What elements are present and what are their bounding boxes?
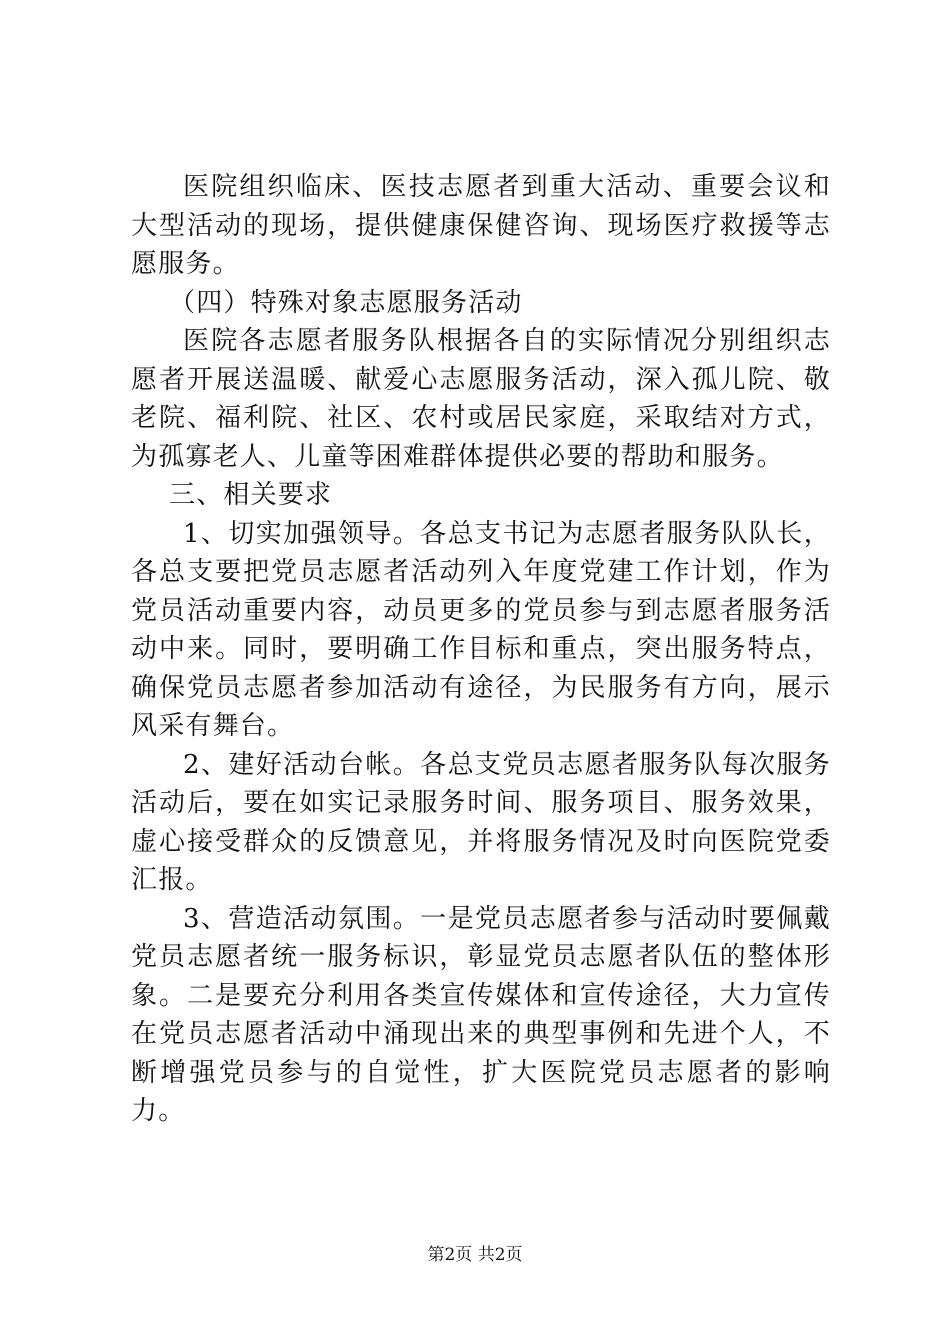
paragraph-requirement-records: 2、建好活动台帐。各总支党员志愿者服务队每次服务活动后，要在如实记录服务时间、服务项目、服务效果，虚心接受群众的反馈意见，并将服务情况及时向医院党委汇报。 <box>131 749 831 895</box>
paragraph-special-groups-service: 医院各志愿者服务队根据各自的实际情况分别组织志愿者开展送温暖、献爱心志愿服务活动，深入孤儿院、敬老院、福利院、社区、农村或居民家庭，采取结对方式，为孤寡老人、儿童等困难群体提供必要的帮助和服务。 <box>131 326 831 472</box>
paragraph-requirement-leadership: 1、切实加强领导。各总支书记为志愿者服务队队长，各总支要把党员志愿者活动列入年度党建工作计划，作为党员活动重要内容，动员更多的党员参与到志愿者服务活动中来。同时，要明确工作目标和重点，突出服务特点，确保党员志愿者参加活动有途径，为民服务有方向，展示风采有舞台。 <box>131 518 831 741</box>
page-footer <box>0 1243 950 1267</box>
paragraph-onsite-medical-service: 医院组织临床、医技志愿者到重大活动、重要会议和大型活动的现场，提供健康保健咨询、现场医疗救援等志愿服务。 <box>131 172 831 279</box>
page-number-label: 第2页 共2页 <box>427 1245 523 1265</box>
section-heading-special-volunteer-service: （四）特殊对象志愿服务活动 <box>169 287 523 318</box>
section-heading-requirements: 三、相关要求 <box>169 480 333 510</box>
paragraph-requirement-atmosphere: 3、营造活动氛围。一是党员志愿者参与活动时要佩戴党员志愿者统一服务标识，彰显党员志愿者队伍的整体形象。二是要充分利用各类宣传媒体和宣传途径，大力宣传在党员志愿者活动中涌现出来的典型事例和先进个人，不断增强党员参与的自觉性，扩大医院党员志愿者的影响力。 <box>131 903 831 1126</box>
document-body <box>131 168 831 1131</box>
